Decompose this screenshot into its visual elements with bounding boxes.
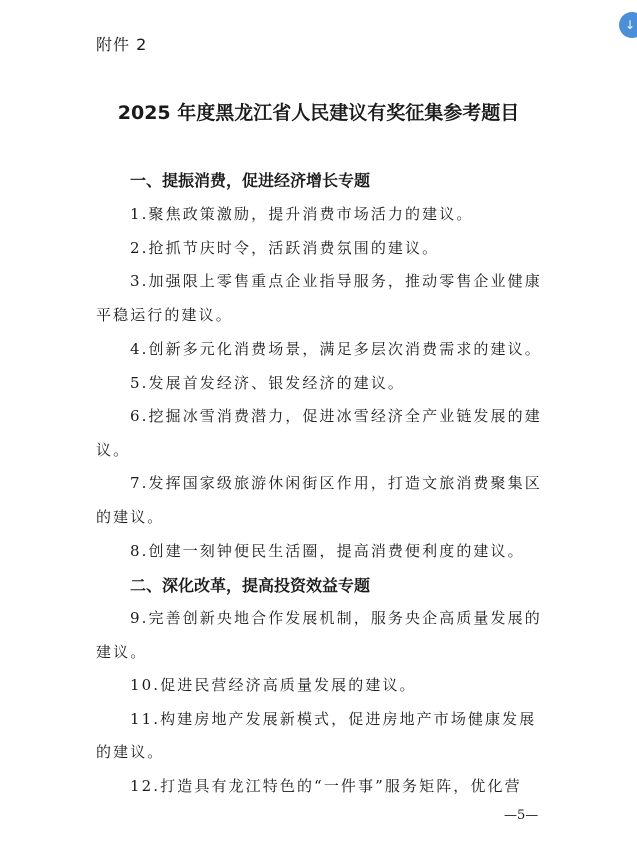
scroll-indicator-icon[interactable]: ↓ — [619, 12, 637, 38]
list-item: 5.发展首发经济、银发经济的建议。 — [130, 374, 406, 392]
list-item: 7.发挥国家级旅游休闲街区作用，打造文旅消费聚集区 — [130, 474, 542, 492]
list-item: 12.打造具有龙江特色的“一件事”服务矩阵，优化营 — [130, 777, 522, 795]
list-item-continuation: 议。 — [96, 441, 131, 459]
list-item: 4.创新多元化消费场景，满足多层次消费需求的建议。 — [130, 340, 542, 358]
document-title: 2025 年度黑龙江省人民建议有奖征集参考题目 — [117, 102, 520, 124]
list-item: 11.构建房地产发展新模式，促进房地产市场健康发展 — [130, 710, 537, 728]
list-item: 8.创建一刻钟便民生活圈，提高消费便利度的建议。 — [130, 542, 525, 560]
list-item-continuation: 建议。 — [96, 643, 148, 661]
list-item-continuation: 平稳运行的建议。 — [96, 306, 233, 324]
list-item: 1.聚焦政策激励，提升消费市场活力的建议。 — [130, 205, 474, 223]
list-item-continuation: 的建议。 — [96, 743, 165, 761]
list-item: 9.完善创新央地合作发展机制，服务央企高质量发展的 — [130, 609, 542, 627]
list-item-continuation: 的建议。 — [96, 508, 165, 526]
list-item: 10.促进民营经济高质量发展的建议。 — [130, 676, 417, 694]
section-heading: 二、深化改革，提高投资效益专题 — [130, 576, 371, 595]
list-item: 3.加强限上零售重点企业指导服务，推动零售企业健康 — [130, 272, 542, 290]
list-item: 2.抢抓节庆时令，活跃消费氛围的建议。 — [130, 239, 440, 257]
page-number: —5— — [504, 808, 539, 823]
section-heading: 一、提振消费，促进经济增长专题 — [130, 171, 371, 190]
attachment-label: 附件 2 — [96, 35, 148, 54]
list-item: 6.挖掘冰雪消费潜力，促进冰雪经济全产业链发展的建 — [130, 407, 542, 425]
